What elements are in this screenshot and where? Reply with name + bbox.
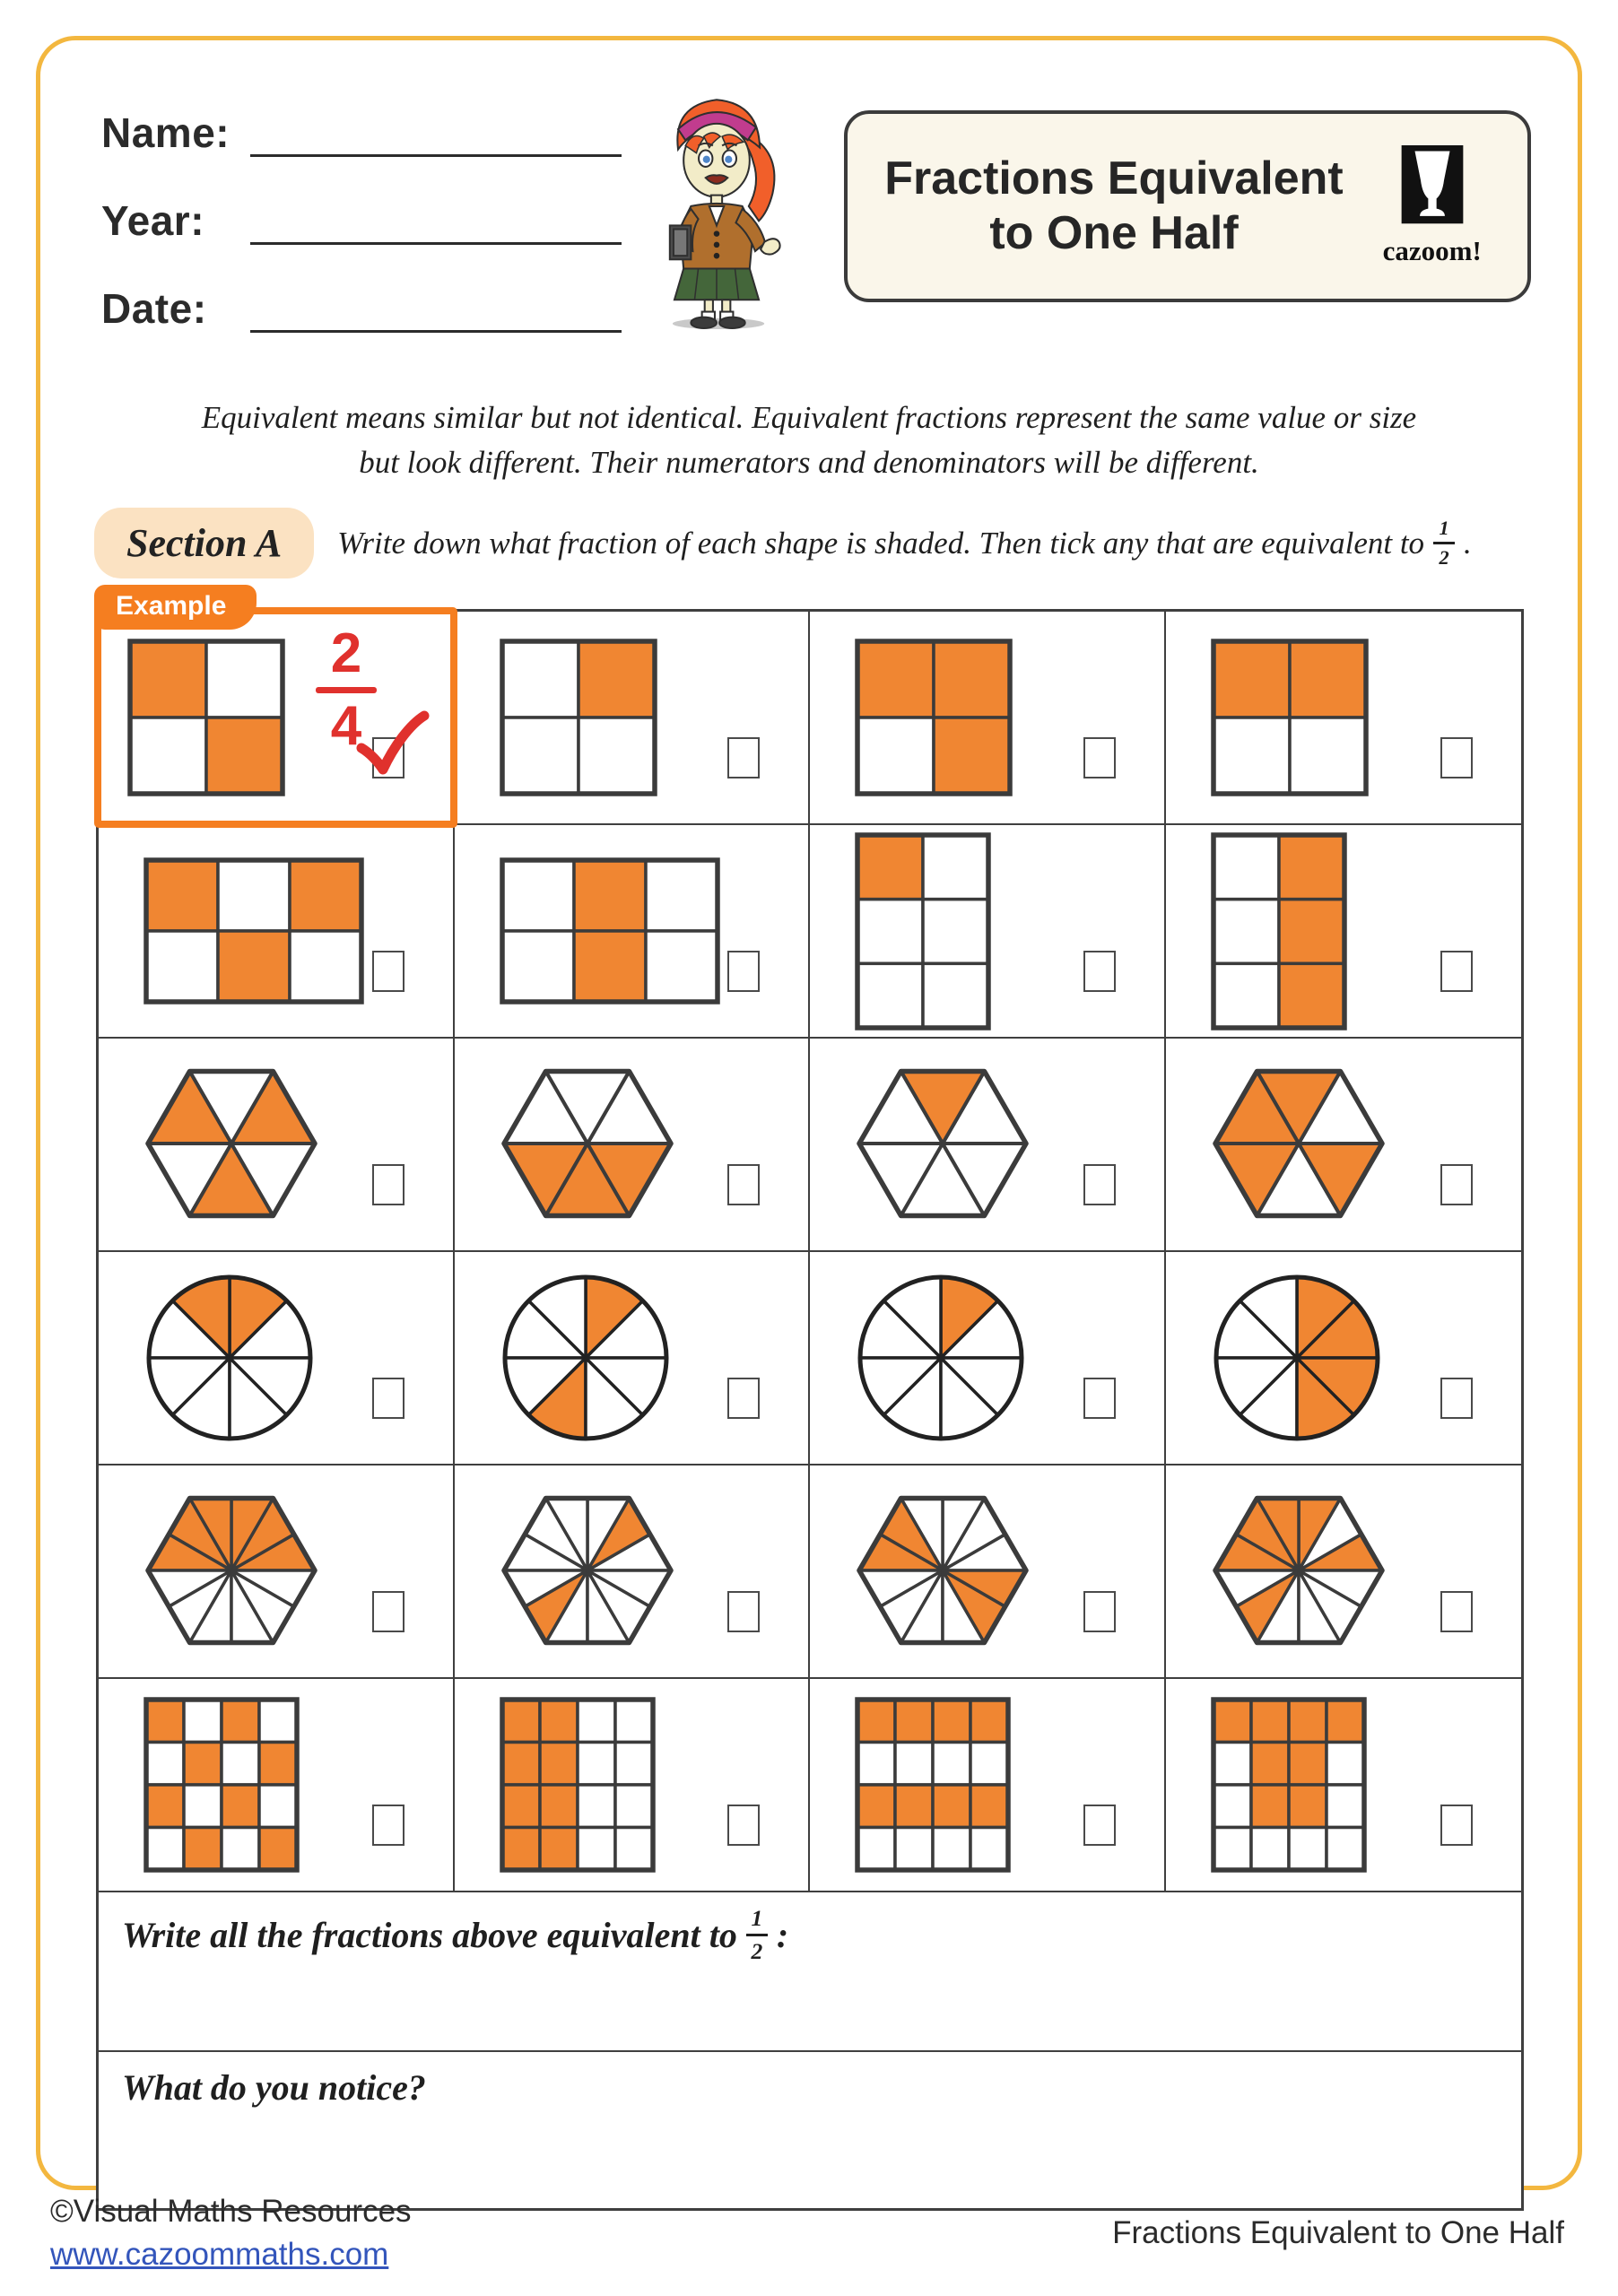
fraction-cell-r3c2 [455, 1039, 811, 1252]
title-line-2: to One Half [989, 207, 1239, 259]
fraction-shape [126, 637, 287, 798]
equivalent-checkbox[interactable] [1440, 1164, 1473, 1205]
fraction-shape [142, 1493, 321, 1649]
cazoom-logo-text: cazoom! [1382, 235, 1482, 266]
rect-grid-shape [1209, 1695, 1369, 1874]
rect-grid-shape [142, 1695, 301, 1874]
worksheet-title [884, 152, 1343, 262]
year-input-line[interactable] [250, 203, 622, 245]
fraction-cell-r6c1 [99, 1679, 455, 1892]
fraction-shape [498, 856, 722, 1006]
title-line-1: Fractions Equivalent [884, 152, 1344, 204]
equivalent-checkbox[interactable] [1440, 737, 1473, 778]
name-input-line[interactable] [250, 115, 622, 157]
name-label: Name: [101, 109, 231, 156]
student-fields [101, 83, 622, 372]
equivalent-checkbox[interactable] [372, 1164, 404, 1205]
fraction-shape [142, 1270, 318, 1446]
fraction-cell-r5c2 [455, 1465, 811, 1679]
year-label: Year: [101, 197, 205, 244]
rect-grid-shape [498, 1695, 657, 1874]
fraction-cell-r3c4 [1166, 1039, 1522, 1252]
fraction-shape [1209, 637, 1370, 798]
equivalent-checkbox[interactable] [727, 1591, 760, 1632]
fraction-cell-r4c2 [455, 1252, 811, 1465]
fraction-shape [1209, 1270, 1385, 1446]
fraction-cell-r5c4 [1166, 1465, 1522, 1679]
rect-grid-shape [498, 856, 722, 1006]
fraction-cell-r5c1 [99, 1465, 455, 1679]
equivalent-checkbox[interactable] [727, 737, 760, 778]
hex12-shape [853, 1493, 1032, 1649]
fraction-cell-r2c2 [455, 825, 811, 1039]
fraction-cell-r4c3 [810, 1252, 1166, 1465]
fraction-shape [1209, 1066, 1388, 1222]
equivalent-checkbox[interactable] [1083, 1805, 1116, 1846]
date-label: Date: [101, 285, 207, 332]
fraction-shape [498, 1066, 677, 1222]
equivalent-checkbox[interactable] [1083, 1164, 1116, 1205]
equivalent-checkbox[interactable] [1083, 737, 1116, 778]
equivalent-checkbox[interactable] [727, 1805, 760, 1846]
one-half-fraction: 1 2 [746, 1907, 768, 1962]
circle8-shape [1209, 1270, 1385, 1446]
fraction-cell-r3c3 [810, 1039, 1166, 1252]
write-fractions-row[interactable] [99, 1892, 1521, 2050]
fraction-shape [1209, 1695, 1369, 1874]
hex6-shape [142, 1066, 321, 1222]
fraction-grid-outer [96, 591, 1524, 2211]
equivalent-checkbox[interactable] [372, 1805, 404, 1846]
footer-worksheet-title: Fractions Equivalent to One Half [1112, 2215, 1564, 2250]
rect-grid-shape [126, 637, 287, 798]
rect-grid-shape [853, 637, 1014, 798]
page-border-frame [36, 36, 1582, 2190]
hex12-shape [142, 1493, 321, 1649]
what-do-you-notice-row[interactable] [99, 2050, 1521, 2208]
rect-grid-shape [1209, 831, 1349, 1032]
equivalent-checkbox[interactable] [372, 1591, 404, 1632]
circle8-shape [853, 1270, 1029, 1446]
fraction-cell-r3c1 [99, 1039, 455, 1252]
fraction-shape [498, 1270, 674, 1446]
rect-grid-shape [142, 856, 366, 1006]
fraction-cell-r1c2 [455, 612, 811, 825]
section-a-pill: Section A [94, 508, 314, 578]
equivalent-checkbox[interactable] [1440, 1378, 1473, 1419]
name-field [101, 109, 622, 157]
rect-grid-shape [1209, 637, 1370, 798]
fraction-cell-r2c4 [1166, 825, 1522, 1039]
equivalent-checkbox[interactable] [1440, 1591, 1473, 1632]
fraction-cell-r4c4 [1166, 1252, 1522, 1465]
write-fractions-label: Write all the fractions above equivalent to 1 2 : [122, 1905, 789, 1964]
intro-text: Equivalent means similar but not identical. Equivalent fractions represent the same value or size but look different. Their numerators and denominators will be different. [201, 400, 1417, 480]
equivalent-checkbox[interactable] [727, 951, 760, 992]
fraction-shape [853, 831, 993, 1032]
equivalent-checkbox[interactable] [372, 1378, 404, 1419]
fraction-shape [142, 1066, 321, 1222]
fraction-shape [1209, 831, 1349, 1032]
circle8-shape [142, 1270, 318, 1446]
rect-grid-shape [498, 637, 659, 798]
fraction-cell-r1c4 [1166, 612, 1522, 825]
hex12-shape [498, 1493, 677, 1649]
fraction-cell-r6c2 [455, 1679, 811, 1892]
fraction-shape [853, 1493, 1032, 1649]
hex6-shape [498, 1066, 677, 1222]
equivalent-checkbox[interactable] [727, 1164, 760, 1205]
fraction-shape [498, 1493, 677, 1649]
copyright-text: ©Visual Maths Resources [50, 2194, 412, 2229]
section-a-row [94, 508, 1527, 578]
rect-grid-shape [853, 831, 993, 1032]
fraction-cell-r1c1 [99, 591, 455, 825]
website-link[interactable]: www.cazoommaths.com [50, 2237, 389, 2272]
circle8-shape [498, 1270, 674, 1446]
cazoom-logo [1374, 145, 1491, 267]
fraction-cell-r2c3 [810, 825, 1166, 1039]
cartoon-girl-illustration [622, 89, 812, 329]
red-tick-icon [354, 710, 430, 777]
hex12-shape [1209, 1493, 1388, 1649]
equivalent-checkbox[interactable] [1083, 951, 1116, 992]
fraction-shape [853, 1066, 1032, 1222]
fraction-shape [142, 856, 366, 1006]
equivalent-checkbox[interactable] [1440, 1805, 1473, 1846]
hex6-shape [853, 1066, 1032, 1222]
date-field [101, 284, 622, 333]
fraction-cell-r6c4 [1166, 1679, 1522, 1892]
example-answer-fraction: 2 4 [305, 626, 387, 754]
equivalent-checkbox[interactable] [727, 1378, 760, 1419]
fraction-cell-r4c1 [99, 1252, 455, 1465]
fraction-shape [853, 1270, 1029, 1446]
equivalent-checkbox[interactable] [1440, 951, 1473, 992]
fraction-shape [498, 1695, 657, 1874]
hex6-shape [1209, 1066, 1388, 1222]
equivalent-checkbox[interactable] [1083, 1591, 1116, 1632]
equivalent-checkbox[interactable] [1083, 1378, 1116, 1419]
rect-grid-shape [853, 1695, 1013, 1874]
title-box [844, 110, 1531, 302]
fraction-shape [498, 637, 659, 798]
what-do-you-notice-label: What do you notice? [122, 2067, 426, 2109]
fraction-grid [99, 591, 1521, 1892]
fraction-cell-r1c3 [810, 612, 1166, 825]
example-badge: Example [94, 585, 257, 630]
fraction-cell-r2c1 [99, 825, 455, 1039]
date-input-line[interactable] [250, 291, 622, 333]
header [40, 40, 1578, 372]
footer [50, 2194, 1564, 2273]
section-a-instruction: Write down what fraction of each shape is shaded. Then tick any that are equivalent to 1 2 . [337, 516, 1472, 570]
fraction-cell-r5c3 [810, 1465, 1166, 1679]
footer-left [50, 2194, 412, 2273]
cazoom-goblet-icon [1395, 145, 1470, 239]
fraction-shape [853, 1695, 1013, 1874]
fraction-shape [853, 637, 1014, 798]
one-half-fraction: 1 2 [1433, 518, 1455, 569]
fraction-shape [142, 1695, 301, 1874]
fraction-cell-r6c3 [810, 1679, 1166, 1892]
fraction-shape [1209, 1493, 1388, 1649]
year-field [101, 196, 622, 245]
equivalent-checkbox[interactable] [372, 951, 404, 992]
